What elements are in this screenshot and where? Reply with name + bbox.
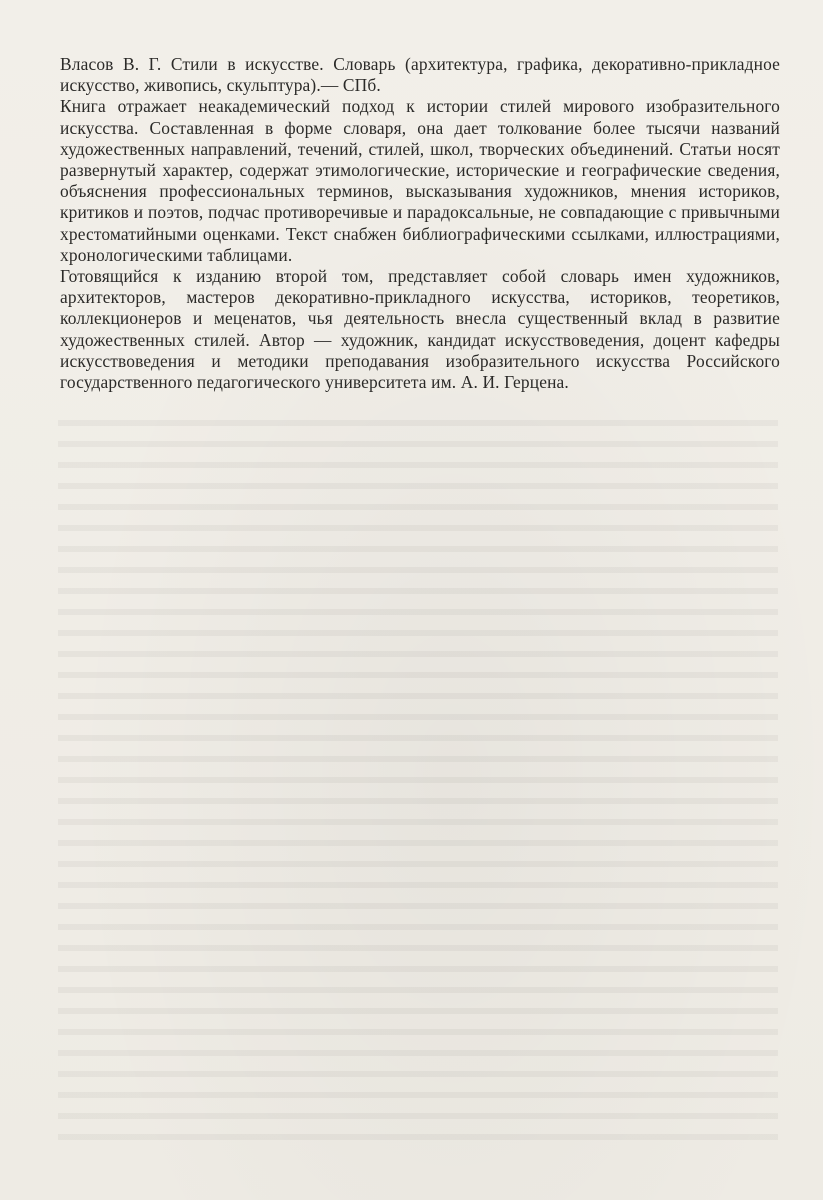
annotation-paragraph-author: Готовящийся к изданию второй том, представляет собой словарь имен художников, архитекторов, мастеров декоративно-прикладного искусства, историков, теоретиков, коллекционеров и меценатов, чья деятельность внесла существенный вклад в развитие художественных стилей. Автор — художник, кандидат искусствоведения, доцент кафедры искусствоведения и методики преподавания изобразительного искусства Российского государственного педагогического университета им. А. И. Герцена.: [60, 266, 780, 393]
annotation-text: [60, 54, 780, 393]
bibliographic-reference: Власов В. Г. Стили в искусстве. Словарь (архитектура, графика, декоративно-прикладное искусство, живопись, скульптура).— СПб.: [60, 54, 780, 96]
show-through-texture: [58, 420, 778, 1140]
annotation-paragraph-book: Книга отражает неакадемический подход к истории стилей мирового изобразительного искусства. Составленная в форме словаря, она дает толкование более тысячи названий художественных направлений, течений, стилей, школ, творческих объединений. Статьи носят развернутый характер, содержат этимологические, исторические и географические сведения, объяснения профессиональных терминов, высказывания художников, мнения историков, критиков и поэтов, подчас противоречивые и парадоксальные, не совпадающие с привычными хрестоматийными оценками. Текст снабжен библиографическими ссылками, иллюстрациями, хронологическими таблицами.: [60, 96, 780, 265]
